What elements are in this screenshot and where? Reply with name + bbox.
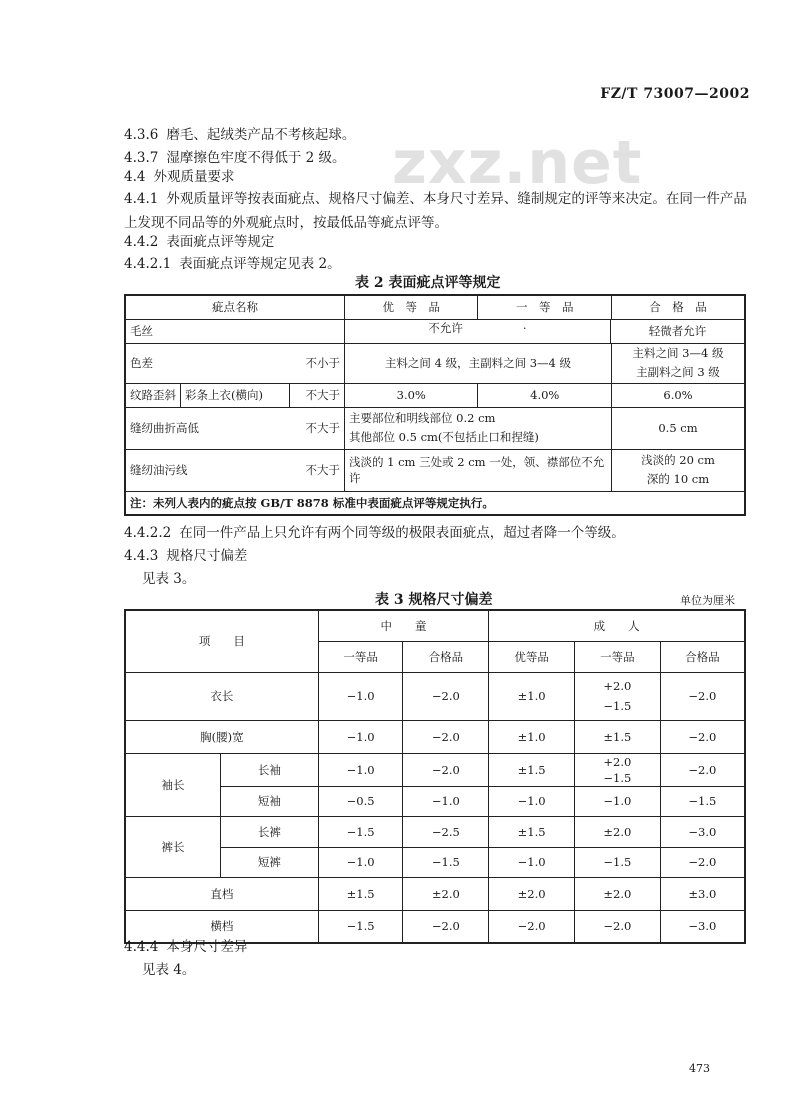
row-label: 直档 — [125, 877, 318, 910]
table-row — [125, 816, 745, 847]
table-row — [125, 407, 745, 449]
clause-number: 4.4.2.1 — [124, 256, 172, 272]
clause-4-4-4 — [124, 937, 247, 957]
table-surface-defects — [124, 294, 746, 516]
defect-name: 毛丝 — [125, 319, 344, 343]
see-table-4: 见表 4。 — [142, 962, 196, 978]
value-cell: −2.0 — [403, 753, 489, 786]
value-cell: 浅淡的 20 cm 深的 10 cm — [611, 449, 745, 491]
row-label: 短袖 — [221, 786, 319, 816]
value-cell: −1.0 — [489, 847, 575, 877]
value-cell: ±1.0 — [489, 672, 575, 720]
value-cell: ±1.5 — [489, 816, 575, 847]
clause-text: 湿摩擦色牢度不得低于 2 级。 — [166, 150, 346, 166]
header-cell: 项 目 — [125, 610, 318, 672]
value-cell: −2.0 — [660, 672, 745, 720]
table-row — [125, 383, 745, 407]
condition: 不大于 — [290, 383, 345, 407]
clause-number: 4.4.1 — [124, 191, 159, 207]
clause-4-4-2-2 — [124, 523, 625, 543]
row-group-label: 袖长 — [125, 753, 221, 816]
value-cell: −2.0 — [403, 910, 489, 943]
value-cell: ±1.0 — [489, 720, 575, 753]
value-cell: +2.0 −1.5 — [574, 672, 660, 720]
table-row — [125, 753, 745, 786]
value-cell: −1.0 — [318, 672, 403, 720]
page-number: 473 — [689, 1062, 710, 1075]
watermark: zxz.net — [392, 128, 643, 198]
value-cell: 6.0% — [611, 383, 745, 407]
table-row — [125, 449, 745, 491]
value-cell: −1.5 — [574, 847, 660, 877]
header-cell: 疵点名称 — [125, 295, 344, 319]
clause-number: 4.4.4 — [124, 939, 159, 955]
value-cell: ±2.0 — [574, 877, 660, 910]
table3-caption: 表 3 规格尺寸偏差 — [375, 592, 493, 608]
value-cell: 主要部位和明线部位 0.2 cm 其他部位 0.5 cm(不包括止口和捏缝) — [344, 407, 611, 449]
row-label: 长裤 — [221, 816, 319, 847]
value-cell: −1.0 — [489, 786, 575, 816]
table-size-deviation — [124, 609, 746, 944]
value-text: 轻微者允许 — [610, 320, 744, 343]
clause-text: 表面疵点评等规定 — [166, 234, 275, 250]
value-cell: −1.5 — [660, 786, 745, 816]
value-cell: −1.0 — [318, 720, 403, 753]
table-row — [125, 343, 745, 383]
value-cell: 4.0% — [478, 383, 612, 407]
clause-text: 在同一件产品上只允许有两个同等级的极限表面疵点，超过者降一个等级。 — [179, 525, 625, 541]
value-cell: ±2.0 — [403, 877, 489, 910]
value-cell: 3.0% — [344, 383, 478, 407]
value-cell: 浅淡的 1 cm 三处或 2 cm 一处，领、襟部位不允许 — [344, 449, 611, 491]
header-cell: 合格品 — [660, 641, 745, 672]
value-cell: −2.0 — [403, 720, 489, 753]
clause-4-4-3 — [124, 546, 247, 566]
header-cell: 一等品 — [574, 641, 660, 672]
table-note: 注：未列人表内的疵点按 GB/T 8878 标准中表面疵点评等规定执行。 — [125, 491, 745, 515]
value-cell: −1.0 — [318, 753, 403, 786]
value-text: 不允许 · — [428, 320, 527, 335]
value-cell: −1.0 — [318, 847, 403, 877]
clause-number: 4.3.7 — [124, 150, 159, 166]
header-cell: 一 等 品 — [478, 295, 612, 319]
value-cell: −3.0 — [660, 910, 745, 943]
table-header-row — [125, 610, 745, 641]
header-cell: 优等品 — [489, 641, 575, 672]
value-cell: 主料之间 3—4 级 主副料之间 3 级 — [611, 343, 745, 383]
header-cell: 优 等 品 — [344, 295, 478, 319]
header-cell: 合格品 — [403, 641, 489, 672]
value-cell: −2.0 — [660, 847, 745, 877]
header-cell: 中 童 — [318, 610, 489, 641]
value-cell: ±2.0 — [574, 816, 660, 847]
table-row — [125, 720, 745, 753]
clause-number: 4.4.2 — [124, 234, 159, 250]
row-label: 长袖 — [221, 753, 319, 786]
unit-label: 单位为厘米 — [680, 594, 735, 607]
table-row — [125, 672, 745, 720]
clause-4-4-2 — [124, 232, 274, 252]
value-cell: −0.5 — [318, 786, 403, 816]
value-cell: −2.0 — [574, 910, 660, 943]
clause-text: 规格尺寸偏差 — [166, 548, 248, 564]
clause-number: 4.4.3 — [124, 548, 159, 564]
table-row — [125, 877, 745, 910]
standard-number: FZ/T 73007—2002 — [600, 86, 750, 102]
value-cell: ±2.0 — [489, 877, 575, 910]
row-group-label: 裤长 — [125, 816, 221, 877]
clause-number: 4.3.6 — [124, 127, 159, 143]
value-cell: −2.0 — [660, 720, 745, 753]
clause-number: 4.4 — [124, 169, 146, 185]
defect-name: 缝纫油污线 不大于 — [125, 449, 344, 491]
header-cell: 合 格 品 — [611, 295, 745, 319]
clause-text: 表面疵点评等规定见表 2。 — [179, 256, 341, 272]
clause-4-4-1 — [124, 187, 754, 235]
value-cell: ±1.5 — [318, 877, 403, 910]
value-cell: −2.0 — [660, 753, 745, 786]
table-note-row — [125, 491, 745, 515]
defect-name: 色差 不小于 — [125, 343, 344, 383]
clause-4-3-6 — [124, 125, 355, 145]
dot-mark: · — [522, 320, 527, 335]
header-cell: 成 人 — [489, 610, 745, 641]
clause-number: 4.4.2.2 — [124, 525, 172, 541]
value-cell: ±3.0 — [660, 877, 745, 910]
table-row — [125, 319, 745, 343]
clause-4-4-2-1 — [124, 254, 341, 274]
value-cell: +2.0 −1.5 — [574, 753, 660, 786]
defect-name: 缝纫曲折高低 不大于 — [125, 407, 344, 449]
value-cell: −2.0 — [403, 672, 489, 720]
defect-subname: 彩条上衣(横向) — [181, 383, 290, 407]
header-cell: 一等品 — [318, 641, 403, 672]
row-label: 横档 — [125, 910, 318, 943]
merged-cell — [344, 319, 745, 343]
clause-4-3-7 — [124, 148, 346, 168]
value-cell: −1.0 — [574, 786, 660, 816]
value-cell: ±1.5 — [574, 720, 660, 753]
defect-name: 纹路歪斜 — [125, 383, 181, 407]
row-label: 衣长 — [125, 672, 318, 720]
value-cell: −3.0 — [660, 816, 745, 847]
value-cell: −1.5 — [318, 910, 403, 943]
clause-text: 外观质量要求 — [153, 169, 235, 185]
clause-text: 外观质量评等按表面疵点、规格尺寸偏差、本身尺寸差异、缝制规定的评等来决定。在同一件产品上发现不同品等的外观疵点时，按最低品等疵点评等。 — [124, 191, 747, 231]
row-label: 胸(腰)宽 — [125, 720, 318, 753]
table2-caption: 表 2 表面疵点评等规定 — [355, 275, 501, 291]
clause-4-4 — [124, 167, 234, 187]
value-cell: −2.0 — [489, 910, 575, 943]
clause-text: 磨毛、起绒类产品不考核起球。 — [166, 127, 356, 143]
see-table-3: 见表 3。 — [142, 571, 196, 587]
clause-text: 本身尺寸差异 — [166, 939, 248, 955]
value-cell: −1.5 — [403, 847, 489, 877]
row-label: 短裤 — [221, 847, 319, 877]
value-cell: −2.5 — [403, 816, 489, 847]
value-cell: −1.5 — [318, 816, 403, 847]
value-cell: 0.5 cm — [611, 407, 745, 449]
value-cell: 主料之间 4 级，主副料之间 3—4 级 — [344, 343, 611, 383]
value-cell: ±1.5 — [489, 753, 575, 786]
value-cell: −1.0 — [403, 786, 489, 816]
table-header-row — [125, 295, 745, 319]
